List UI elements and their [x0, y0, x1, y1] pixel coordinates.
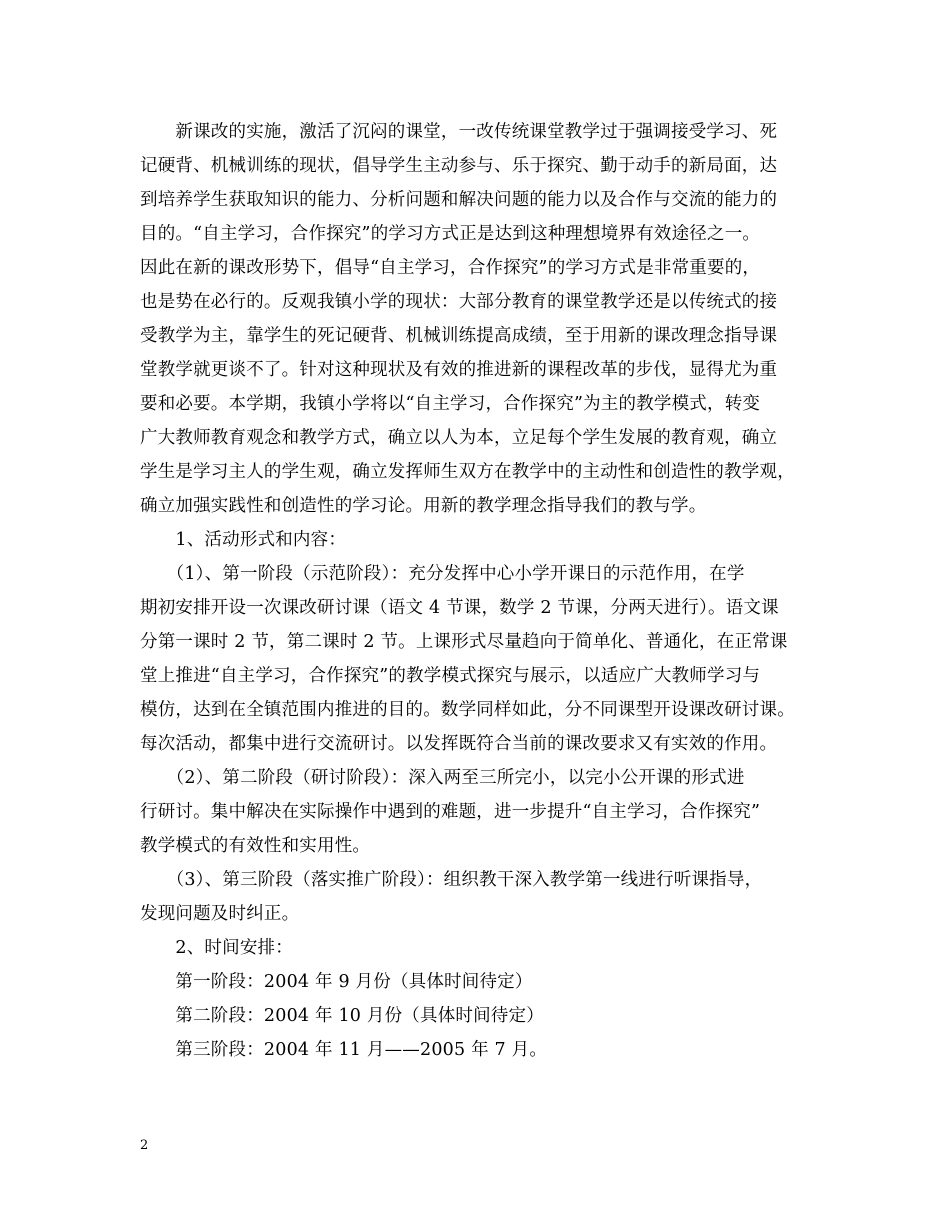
- text-line: 模仿，达到在全镇范围内推进的目的。数学同样如此，分不同课型开设课改研讨课。: [140, 700, 795, 720]
- schedule-item: 第二阶段：2004 年 10 月份（具体时间待定）: [140, 1006, 544, 1026]
- text-line: 堂上推进“自主学习，合作探究”的教学模式探究与展示，以适应广大教师学习与: [140, 666, 761, 686]
- text-line: （3）、第三阶段（落实推广阶段）：组织教干深入教学第一线进行听课指导，: [140, 870, 763, 890]
- text-line: 记硬背、机械训练的现状，倡导学生主动参与、乐于探究、勤于动手的新局面，达: [140, 156, 778, 176]
- text-line: （2）、第二阶段（研讨阶段）：深入两至三所完小，以完小公开课的形式进: [140, 768, 745, 788]
- text-line: 分第一课时 2 节，第二课时 2 节。上课形式尽量趋向于简单化、普通化，在正常课: [140, 632, 788, 652]
- text-line: 因此在新的课改形势下，倡导“自主学习，合作探究”的学习方式是非常重要的，: [140, 258, 761, 278]
- text-line: 确立加强实践性和创造性的学习论。用新的教学理念指导我们的教与学。: [140, 496, 707, 516]
- text-line: 发现问题及时纠正。: [140, 904, 300, 924]
- schedule-item: 第三阶段：2004 年 11 月——2005 年 7 月。: [140, 1040, 548, 1060]
- text-line: 目的。“自主学习，合作探究”的学习方式正是达到这种理想境界有效途径之一。: [140, 224, 761, 244]
- text-line: 要和必要。本学期，我镇小学将以“自主学习，合作探究”为主的教学模式，转变: [140, 394, 761, 414]
- text-line: （1）、第一阶段（示范阶段）：充分发挥中心小学开课日的示范作用，在学: [140, 564, 745, 584]
- page-number: 2: [140, 1138, 149, 1153]
- text-line: 学生是学习主人的学生观，确立发挥师生双方在教学中的主动性和创造性的教学观，: [140, 462, 795, 482]
- text-line: 到培养学生获取知识的能力、分析问题和解决问题的能力以及合作与交流的能力的: [140, 190, 778, 210]
- schedule-item: 第一阶段：2004 年 9 月份（具体时间待定）: [140, 972, 533, 992]
- section-heading: 1、活动形式和内容：: [140, 530, 347, 550]
- text-line: 行研讨。集中解决在实际操作中遇到的难题，进一步提升“自主学习，合作探究”: [140, 802, 761, 822]
- text-line: 也是势在必行的。反观我镇小学的现状：大部分教育的课堂教学还是以传统式的接: [140, 292, 778, 312]
- text-line: 每次活动，都集中进行交流研讨。以发挥既符合当前的课改要求又有实效的作用。: [140, 734, 778, 754]
- section-heading: 2、时间安排：: [140, 938, 293, 958]
- text-line: 受教学为主，靠学生的死记硬背、机械训练提高成绩，至于用新的课改理念指导课: [140, 326, 778, 346]
- text-line: 新课改的实施，激活了沉闷的课堂，一改传统课堂教学过于强调接受学习、死: [140, 122, 778, 142]
- text-line: 期初安排开设一次课改研讨课（语文 4 节课，数学 2 节课，分两天进行）。语文课: [140, 598, 779, 618]
- text-line: 广大教师教育观念和教学方式，确立以人为本，立足每个学生发展的教育观，确立: [140, 428, 778, 448]
- text-line: 教学模式的有效性和实用性。: [140, 836, 371, 856]
- text-line: 堂教学就更谈不了。针对这种现状及有效的推进新的课程改革的步伐，显得尤为重: [140, 360, 778, 380]
